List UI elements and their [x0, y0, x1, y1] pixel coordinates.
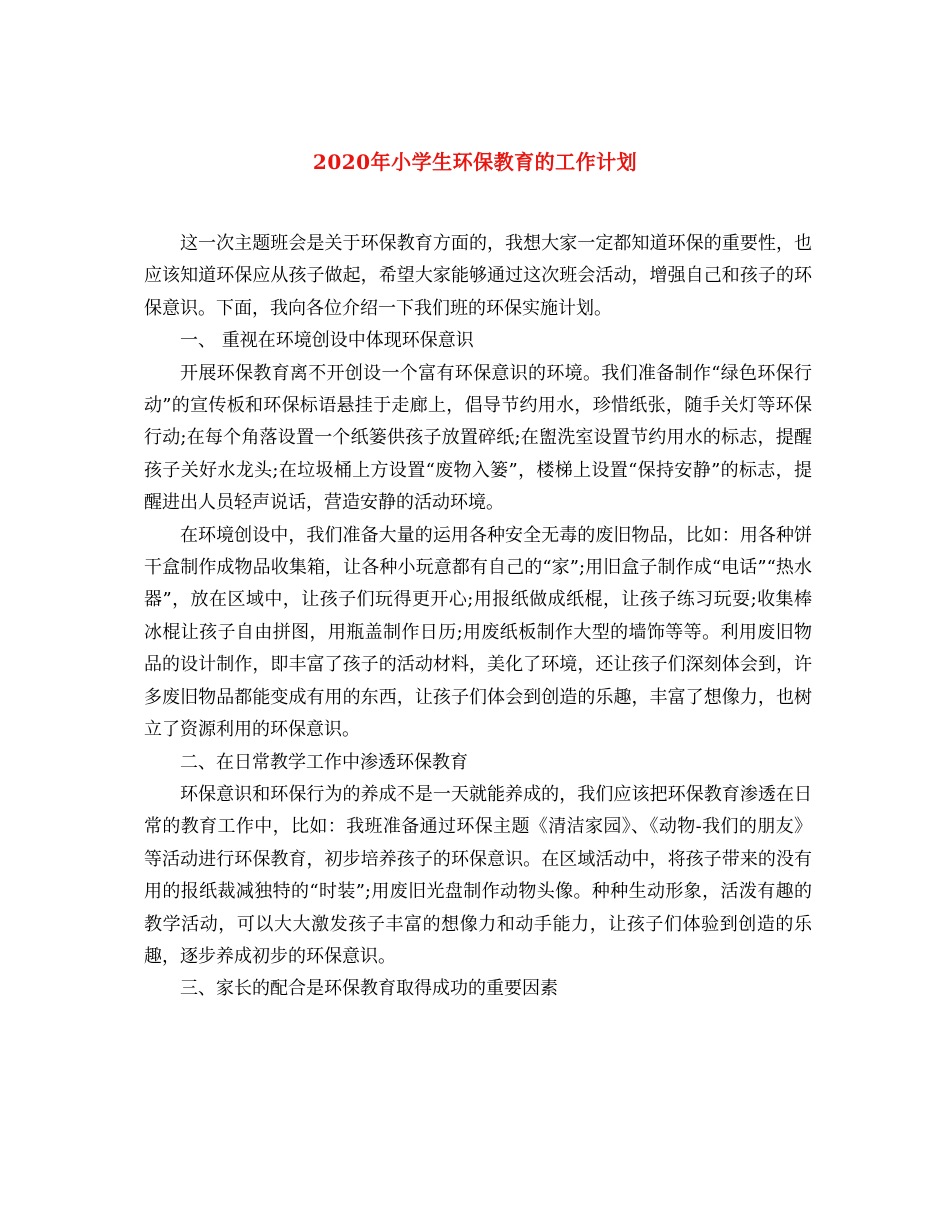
- section-heading-3: 三、家长的配合是环保教育取得成功的重要因素: [180, 978, 558, 1000]
- document-body: [144, 228, 812, 1006]
- section-heading-1: 一、 重视在环境创设中体现环保意识: [180, 330, 474, 352]
- intro-paragraph: 这一次主题班会是关于环保教育方面的，我想大家一定都知道环保的重要性，也应该知道环保应从孩子做起，希望大家能够通过这次班会活动，增强自己和孩子的环保意识。下面，我向各位介绍一下我们班的环保实施计划。: [144, 233, 812, 319]
- section-2-paragraph-1: 环保意识和环保行为的养成不是一天就能养成的，我们应该把环保教育渗透在日常的教育工作中，比如：我班准备通过环保主题《清洁家园》、《动物-我们的朋友》等活动进行环保教育，初步培养孩子的环保意识。在区域活动中，将孩子带来的没有用的报纸裁减独特的“时装”;用废旧光盘制作动物头像。种种生动形象，活泼有趣的教学活动，可以大大激发孩子丰富的想像力和动手能力，让孩子们体验到创造的乐趣，逐步养成初步的环保意识。: [144, 783, 812, 967]
- section-1-paragraph-2: 在环境创设中，我们准备大量的运用各种安全无毒的废旧物品，比如：用各种饼干盒制作成物品收集箱，让各种小玩意都有自己的“家”;用旧盒子制作成“电话”“热水器”，放在区域中，让孩子们玩得更开心;用报纸做成纸棍，让孩子练习玩耍;收集棒冰棍让孩子自由拼图，用瓶盖制作日历;用废纸板制作大型的墙饰等等。利用废旧物品的设计制作，即丰富了孩子的活动材料，美化了环境，还让孩子们深刻体会到，许多废旧物品都能变成有用的东西，让孩子们体会到创造的乐趣，丰富了想像力，也树立了资源利用的环保意识。: [144, 524, 812, 741]
- document-title: 2020年小学生环保教育的工作计划: [312, 150, 638, 174]
- section-1-paragraph-1: 开展环保教育离不开创设一个富有环保意识的环境。我们准备制作“绿色环保行动”的宣传板和环保标语悬挂于走廊上，倡导节约用水，珍惜纸张，随手关灯等环保行动;在每个角落设置一个纸篓供孩子放置碎纸;在盥洗室设置节约用水的标志，提醒孩子关好水龙头;在垃圾桶上方设置“废物入篓”，楼梯上设置“保持安静”的标志，提醒进出人员轻声说话，营造安静的活动环境。: [144, 362, 812, 514]
- section-heading-2: 二、在日常教学工作中渗透环保教育: [180, 751, 468, 773]
